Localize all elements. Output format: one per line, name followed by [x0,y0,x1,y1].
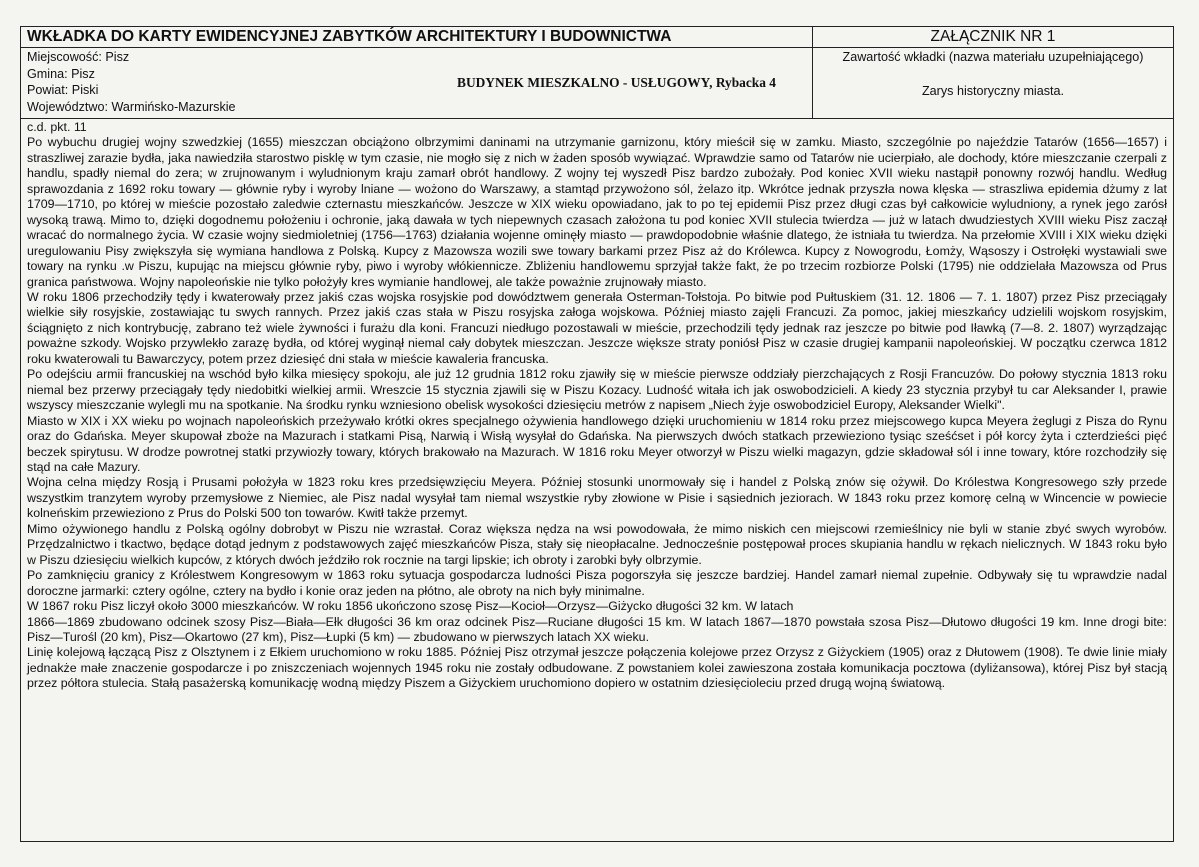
paragraph: W roku 1806 przechodziły tędy i kwaterowały przez jakiś czas wojska rosyjskie pod dowództwem generała Osterman-Tołstoja. Po bitwie pod Pułtuskiem (31. 12. 1806 — 7. 1. 1807) przez Pisz przeciągały wielkie siły rosyjskie, zostawiając tu swych rannych. Przez jakiś czas stała w Piszu rosyjska załoga wojskowa. Później miasto zajęli Francuzi. Za pomoc, jakiej mieszkańcy udzielili wojskom rosyjskim, ściągnięto z nich kontrybucję, zabrano też wiele żywności i furażu dla koni. Francuzi niedługo pozostawali w mieście, przechodzili tędy jednak raz jeszcze po bitwie pod Iławką (7—8. 2. 1807) wyrządzając poważne szkody. Wojsko przywlekło zarazę bydła, od której wyginął niemal cały dobytek mieszczan. Jeszcze większe straty poniósł Pisz w czasie drugiej kampanii napoleońskiej. W początku czerwca 1812 roku kwaterowali tu Bawarczycy, potem przez dziesięć dni stała w mieście kawaleria francuska. [27,289,1167,366]
contents-description: Zarys historyczny miasta. [921,84,1065,98]
contents-block [813,48,1173,118]
contents-label: Zawartość wkładki (nazwa materiału uzupełniającego) [842,50,1144,64]
voivodeship-line: Województwo: Warmińsko-Mazurskie [27,99,236,114]
building-name: BUDYNEK MIESZKALNO - USŁUGOWY, Rybacka 4 [421,48,813,118]
meta-row [21,48,1173,119]
paragraph: Po odejściu armii francuskiej na wschód było kilka miesięcy spokoju, ale już 12 grudnia 1812 roku zjawiły się w mieście pierwsze oddziały pierzchających z Rosji Francuzów. Do połowy stycznia 1813 roku niemal bez przerwy przeciągały tędy niedobitki wielkiej armii. Wreszcie 15 stycznia zjawili się w Piszu Kozacy. Ludność witała ich jak oswobodzicieli. A kiedy 23 stycznia przybył tu car Aleksander I, prawie wszyscy mieszczanie wylegli mu na spotkanie. Na środku rynku wzniesiono obelisk wysokości dziesięciu metrów z napisem „Niech żyje oswobodziciel Europy, Aleksander Wielki". [27,367,1167,413]
town-line: Miejscowość: Pisz [27,50,130,64]
district-line: Powiat: Piski [27,83,99,97]
paragraph: Po wybuchu drugiej wojny szwedzkiej (1655) mieszczan obciążono olbrzymimi daninami na utrzymanie garnizonu, który mieścił się w zamku. Miasto, szczególnie po najeździe Tatarów (1656—1657) i straszliwej zarazie bydła, jaka nawiedziła starostwo pisklę w tym czasie, nie mogło się z nich w żaden sposób wywiązać. Wprawdzie samo od Tatarów nie ucierpiało, ale dochody, które mieszczanie czerpali z handlu, spadły niemal do zera; w zrujnowanym i wyludnionym kraju zamarł obrót handlowy. Z wojny tej wyszedł Pisz bardzo zubożały. Pod koniec XVII wieku nastąpił ponowny rozwój handlu. Według sprawozdania z 1692 roku towary — głównie ryby i wyroby lniane — wożono do Warszawy, a stamtąd przywożono sól, żelazo itp. Wkrótce jednak przyszła nowa klęska — straszliwa epidemia dżumy z lat 1709—1710, po której w mieście pozostało zaledwie czternastu mieszkańców. Jeszcze w XIX wieku opowiadano, jak to po tej epidemii Pisz przez długi czas był całkowicie wyludniony, a rynek jego zarósł wysoką trawą. Mimo to, dzięki dogodnemu położeniu i ochronie, jaką dawała w tych niepewnych czasach założona tu pod koniec XVII stulecia twierdza — już w latach dwudziestych XVIII wieku Pisz zaczął wracać do normalnego życia. W czasie wojny siedmioletniej (1756—1763) działania wojenne ominęły miasto — prawdopodobnie właśnie dlatego, że istniała tu twierdza. Na przełomie XVIII i XIX wieku dzięki uregulowaniu Pisy zwiększyła się wymiana handlowa z Polską. Kupcy z Mazowsza wozili swe towary barkami przez Pisz aż do Królewca. Kupcy z Nowogrodu, Łomży, Wąsoszy i Ostrołęki wystawiali swe towary na rynku .w Piszu, kupując na miejscu głównie ryby, piwo i wyroby włókiennicze. Zbliżeniu handlowemu sprzyjał także fakt, że po trzecim rozbiorze Polski (1795) nie oddzielała Mazowsza od Prus granica państwowa. Wojny napoleońskie nie tylko położyły kres wymianie handlowej, ale także poważnie zrujnowały miasto. [27,135,1167,289]
annex-label: ZAŁĄCZNIK NR 1 [930,28,1056,45]
paragraph: Wojna celna między Rosją i Prusami położyła w 1823 roku kres przedsięwzięciu Meyera. Później stosunki unormowały się i handel z Polską znów się ożywił. Do Królestwa Kongresowego szły przede wszystkim tranzytem wyroby przemysłowe z Niemiec, ale Pisz nadal wysyłał tam niemal wszystkie ryby złowione w Pisie i sąsiednich jeziorach. W 1843 roku przez komorę celną w Wincencie w powiecie kolneńskim przewieziono z Prus do Polski 500 ton towarów. Kwitł także przemyt. [27,475,1167,521]
record-card-insert [20,26,1174,842]
paragraph: Linię kolejową łączącą Pisz z Olsztynem i z Ełkiem uruchomiono w roku 1885. Później Pisz otrzymał jeszcze połączenia kolejowe przez Orzysz z Giżyckiem (1905) oraz z Dłutowem (1908). Te dwie linie miały jednakże małe znaczenie gospodarcze i po zniszczeniach wojennych 1945 roku nie zostały odbudowane. Z powstaniem kolei zawieszona została komunikacja pocztowa (dyliżansowa), której Pisz był stacją przez półtora stulecia. Stałą pasażerską komunikację wodną między Piszem a Giżyckiem uruchomiono dopiero w ostatnim dziesięcioleciu przed drugą wojną światową. [27,645,1167,691]
title-row [21,27,1173,48]
historical-outline [21,119,1173,692]
document-title: WKŁADKA DO KARTY EWIDENCYJNEJ ZABYTKÓW ARCHITEKTURY I BUDOWNICTWA [21,27,813,47]
section-ref: c.d. pkt. 11 [27,120,87,134]
paragraph: W 1867 roku Pisz liczył około 3000 mieszkańców. W roku 1856 ukończono szosę Pisz—Kocioł—Orzysz—Giżycko długości 32 km. W latach [27,599,794,614]
paragraph: Po zamknięciu granicy z Królestwem Kongresowym w 1863 roku sytuacja gospodarcza ludności Pisza pogorszyła się jeszcze bardziej. Handel zamarł niemal zupełnie. Odbywały się tu wprawdzie nadal doroczne jarmarki: cztery ogólne, cztery na bydło i konie oraz jeden na płótno, ale obroty na nich były minimalne. [27,568,1167,598]
paragraph: 1866—1869 zbudowano odcinek szosy Pisz—Biała—Ełk długości 36 km oraz odcinek Pisz—Ruciane długości 15 km. W latach 1867—1870 powstała szosa Pisz—Dłutowo długości 19 km. Inne drogi bite: Pisz—Turośl (20 km), Pisz—Okartowo (27 km), Pisz—Łupki (5 km) — zbudowano w pierwszych latach XX wieku. [27,614,1167,644]
paragraph: Miasto w XIX i XX wieku po wojnach napoleońskich przeżywało krótki okres specjalnego ożywienia handlowego dzięki uruchomieniu w 1814 roku przez miejscowego kupca Meyera żeglugi z Pisza do Rynu oraz do Gdańska. Meyer skupował zboże na Mazurach i statkami Pisą, Narwią i Wisłą wysyłał do Gdańska. Na pierwszych dwóch statkach przewieziono tysiąc sześćset i pół korcy żyta i czterdzieści pięć beczek spirytusu. W drodze powrotnej statki przywiozły towary, których brakowało na Mazurach. W 1816 roku Meyer otworzył w Piszu wielki magazyn, gdzie składował sól i inne towary, które rozchodziły się stąd na całe Mazury. [27,413,1167,474]
commune-line: Gmina: Pisz [27,66,95,81]
paragraph: Mimo ożywionego handlu z Polską ogólny dobrobyt w Piszu nie wzrastał. Coraz większa nędza na wsi powodowała, że mimo niskich cen miejscowi rzemieślnicy nie byli w stanie zbyć swych wyrobów. Przędzalnictwo i tkactwo, będące dotąd jednym z podstawowych zajęć mieszkańców Pisza, stały się nieopłacalne. Jednocześnie postępował proces skupiania handlu w rękach nielicznych. W 1843 roku było w Piszu dziesięciu wielkich kupców, z których dwóch jeździło rok rocznie na targi lipskie; ich obroty i zarobki były olbrzymie. [27,521,1167,567]
location-block [21,48,421,118]
